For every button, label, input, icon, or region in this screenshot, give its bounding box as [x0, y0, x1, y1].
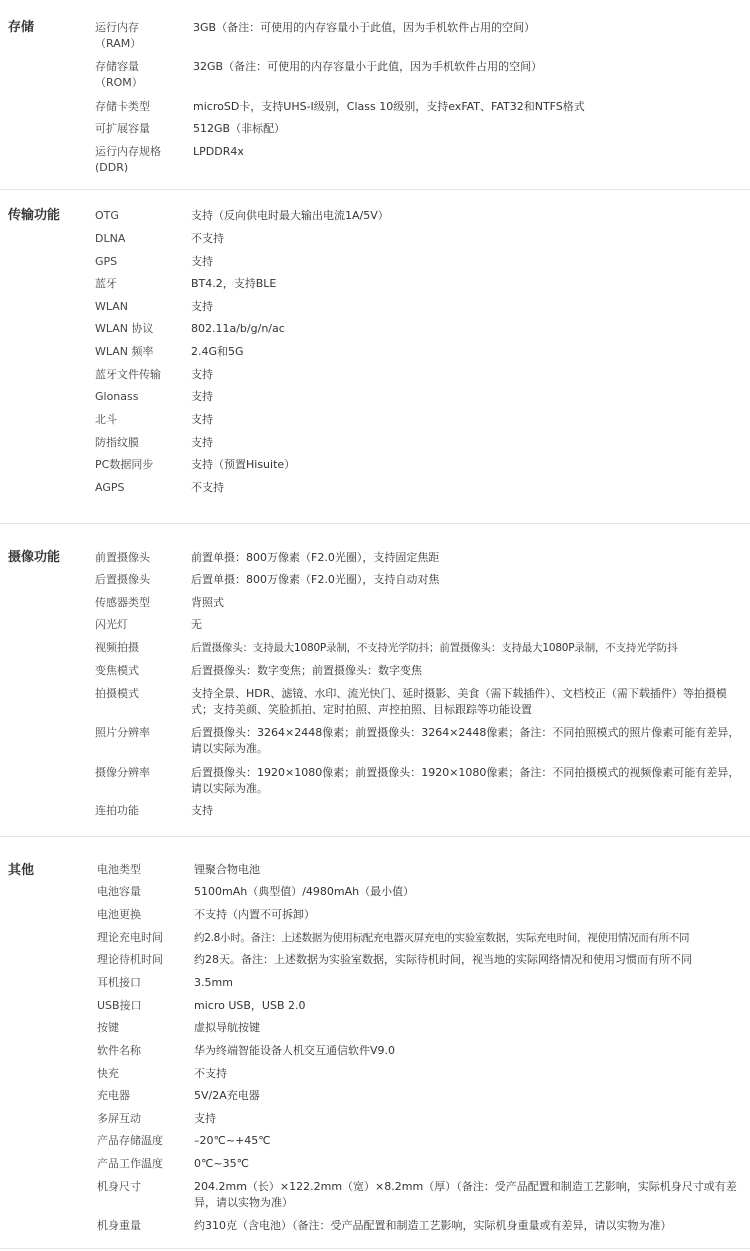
spec-value: 前置单摄：800万像素（F2.0光圈），支持固定焦距 [191, 551, 440, 564]
spec-key: 闪光灯 [95, 618, 128, 631]
spec-key: 前置摄像头 [95, 551, 150, 564]
spec-key: 快充 [97, 1067, 119, 1080]
section-title: 摄像功能 [8, 550, 61, 565]
spec-value: 后置摄像头：支持最大1080P录制，不支持光学防抖；前置摄像头：支持最大1080P录制，不支持光学防抖 [191, 642, 678, 654]
spec-value: 支持 [191, 413, 213, 426]
spec-value: 不支持（内置不可拆卸） [194, 908, 315, 921]
spec-value: 32GB（备注：可使用的内存容量小于此值，因为手机软件占用的空间） [193, 60, 543, 73]
spec-value: 虚拟导航按键 [194, 1021, 260, 1034]
spec-value: 无 [191, 618, 202, 631]
spec-value: 背照式 [191, 596, 224, 609]
spec-value: 不支持 [191, 232, 224, 245]
spec-key: OTG [95, 209, 119, 222]
spec-key: 防指纹膜 [95, 436, 139, 449]
spec-value: 204.2mm（长）×122.2mm（宽）×8.2mm（厚）（备注：受产品配置和制造工艺影响，实际机身尺寸或有差异，请以实物为准） [194, 1180, 737, 1209]
spec-key: 按键 [97, 1021, 119, 1034]
spec-value: 后置摄像头：3264×2448像素；前置摄像头：3264×2448像素；备注：不同拍照模式的照片像素可能有差异，请以实际为准。 [191, 726, 740, 755]
spec-value: –20℃~+45℃ [194, 1134, 271, 1147]
spec-key: 软件名称 [97, 1044, 141, 1057]
spec-value: 支持 [191, 255, 213, 268]
spec-key: 视频拍摄 [95, 641, 139, 654]
spec-value: 0℃~35℃ [194, 1157, 249, 1170]
spec-value: 802.11a/b/g/n/ac [191, 322, 285, 335]
spec-key: PC数据同步 [95, 458, 154, 471]
section-divider [0, 836, 750, 837]
spec-value: 3GB（备注：可使用的内存容量小于此值，因为手机软件占用的空间） [193, 21, 536, 34]
spec-key: 存储容量 （ROM） [95, 60, 143, 89]
spec-value: 约2.8小时。备注：上述数据为使用标配充电器灭屏充电的实验室数据，实际充电时间，视使用情况而有所不同 [194, 932, 690, 944]
section-divider [0, 523, 750, 524]
spec-key: 蓝牙 [95, 277, 117, 290]
spec-value: 华为终端智能设备人机交互通信软件V9.0 [194, 1044, 396, 1057]
spec-key: 后置摄像头 [95, 573, 150, 586]
spec-key: 耳机接口 [97, 976, 141, 989]
spec-value: 后置单摄：800万像素（F2.0光圈），支持自动对焦 [191, 573, 440, 586]
section-title: 存储 [8, 20, 35, 35]
spec-key: 传感器类型 [95, 596, 150, 609]
spec-value: 后置摄像头：数字变焦；前置摄像头：数字变焦 [191, 664, 422, 677]
spec-value: 支持 [191, 300, 213, 313]
spec-value: 5100mAh（典型值）/4980mAh（最小值） [194, 885, 415, 898]
spec-key: Glonass [95, 390, 139, 403]
spec-key: 充电器 [97, 1089, 130, 1102]
spec-key: 北斗 [95, 413, 117, 426]
spec-key: 运行内存规格 (DDR) [95, 145, 161, 174]
spec-key: 拍摄模式 [95, 687, 139, 700]
spec-key: 摄像分辨率 [95, 766, 150, 779]
spec-value: 后置摄像头：1920×1080像素；前置摄像头：1920×1080像素；备注：不同拍摄模式的视频像素可能有差异，请以实际为准。 [191, 766, 740, 795]
spec-value: BT4.2，支持BLE [191, 277, 277, 290]
spec-value: 支持 [194, 1112, 216, 1125]
spec-value: micro USB，USB 2.0 [194, 999, 306, 1012]
spec-value: 512GB（非标配） [193, 122, 286, 135]
spec-key: 多屏互动 [97, 1112, 141, 1125]
spec-key: WLAN 协议 [95, 322, 154, 335]
spec-key: GPS [95, 255, 118, 268]
spec-key: USB接口 [97, 999, 142, 1012]
spec-key: 电池类型 [97, 863, 141, 876]
spec-value: 支持 [191, 436, 213, 449]
spec-value: 约310克（含电池）（备注：受产品配置和制造工艺影响，实际机身重量或有差异，请以实物为准） [194, 1219, 672, 1232]
spec-key: 产品工作温度 [97, 1157, 163, 1170]
spec-key: 机身重量 [97, 1219, 141, 1232]
spec-value: 不支持 [194, 1067, 227, 1080]
spec-key: 连拍功能 [95, 804, 139, 817]
spec-key: 机身尺寸 [97, 1180, 141, 1193]
spec-value: 支持 [191, 804, 213, 817]
spec-key: 可扩展容量 [95, 122, 150, 135]
spec-value: 支持（反向供电时最大输出电流1A/5V） [191, 209, 389, 222]
section-divider [0, 189, 750, 190]
spec-key: 运行内存 （RAM） [95, 21, 142, 50]
spec-key: 照片分辨率 [95, 726, 150, 739]
spec-key: 产品存储温度 [97, 1134, 163, 1147]
spec-value: LPDDR4x [193, 145, 244, 158]
spec-value: 支持 [191, 390, 213, 403]
spec-value: 3.5mm [194, 976, 233, 989]
spec-value: 5V/2A充电器 [194, 1089, 260, 1102]
spec-key: DLNA [95, 232, 126, 245]
spec-key: WLAN 频率 [95, 345, 154, 358]
spec-key: WLAN [95, 300, 129, 313]
spec-value: 锂聚合物电池 [194, 863, 260, 876]
spec-value: 支持（预置Hisuite） [191, 458, 296, 471]
spec-key: 理论待机时间 [97, 953, 163, 966]
spec-value: 2.4G和5G [191, 345, 244, 358]
section-divider [0, 1248, 750, 1249]
spec-key: 蓝牙文件传输 [95, 368, 161, 381]
spec-value: 约28天。备注：上述数据为实验室数据，实际待机时间，视当地的实际网络情况和使用习惯而有所不同 [194, 953, 692, 966]
spec-key: 存储卡类型 [95, 100, 150, 113]
spec-value: microSD卡，支持UHS-I级别，Class 10级别，支持exFAT、FAT32和NTFS格式 [193, 100, 585, 113]
spec-key: 电池容量 [97, 885, 141, 898]
spec-key: 变焦模式 [95, 664, 139, 677]
spec-key: AGPS [95, 481, 125, 494]
section-title: 传输功能 [8, 208, 61, 223]
spec-value: 不支持 [191, 481, 224, 494]
spec-key: 电池更换 [97, 908, 141, 921]
spec-key: 理论充电时间 [97, 931, 163, 944]
spec-value: 支持 [191, 368, 213, 381]
section-title: 其他 [8, 863, 35, 878]
spec-value: 支持全景、HDR、滤镜、水印、流光快门、延时摄影、美食（需下载插件）、文档校正（需下载插件）等拍摄模式；支持美颜、笑脸抓拍、定时拍照、声控拍照、目标跟踪等功能设置 [191, 687, 727, 716]
